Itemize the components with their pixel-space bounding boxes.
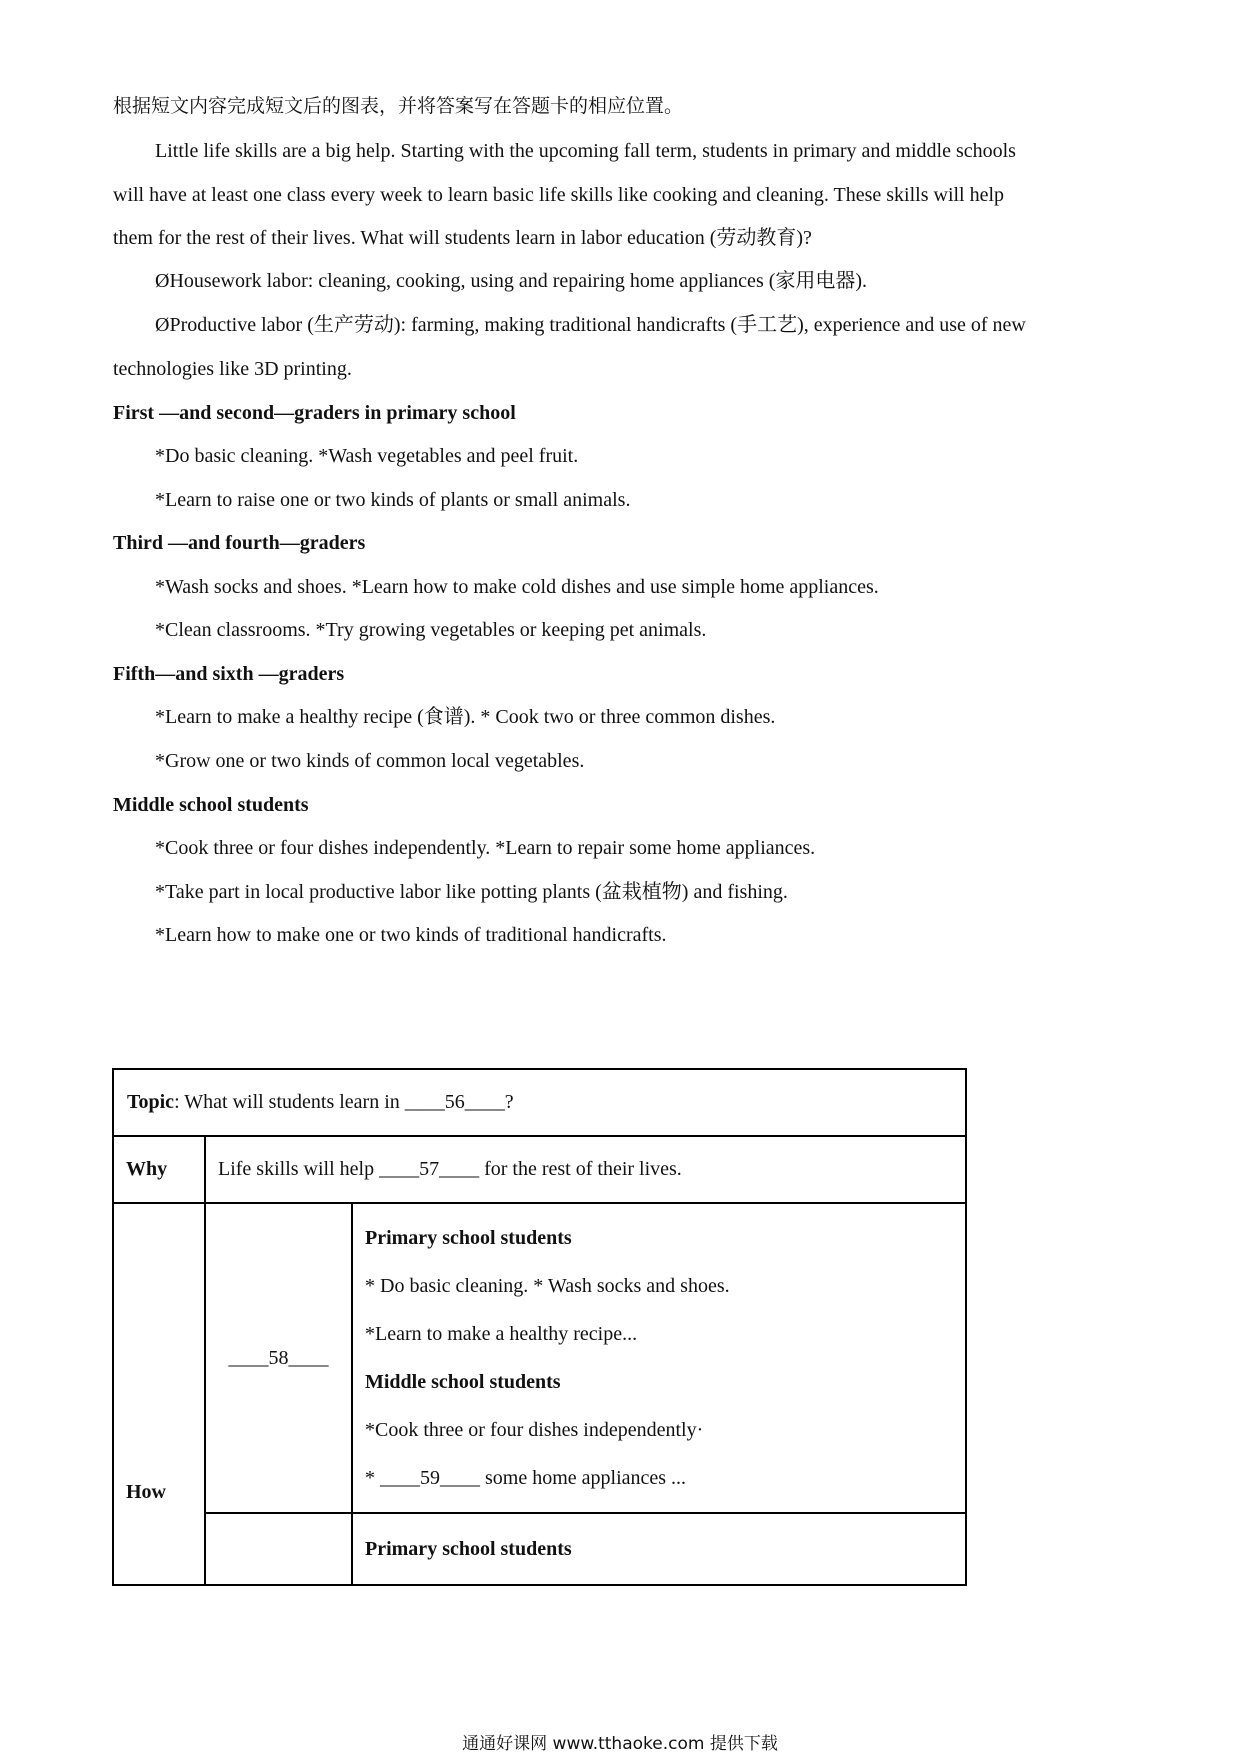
section-heading: Third —and fourth—graders bbox=[113, 532, 366, 554]
topic-label: Topic bbox=[127, 1091, 175, 1113]
section-item: *Learn to raise one or two kinds of plants or small animals. bbox=[155, 489, 631, 511]
section-item: *Do basic cleaning. *Wash vegetables and peel fruit. bbox=[155, 445, 579, 467]
section-item: *Grow one or two kinds of common local vegetables. bbox=[155, 750, 585, 772]
answer-chart bbox=[112, 1068, 967, 1586]
blank-56: ____56____ bbox=[404, 1091, 505, 1113]
primary-line: * Do basic cleaning. * Wash socks and shoes. bbox=[365, 1275, 730, 1297]
bullet-star: * bbox=[365, 1467, 380, 1489]
empty-cell bbox=[205, 1513, 352, 1585]
instruction-text: 根据短文内容完成短文后的图表，并将答案写在答题卡的相应位置。 bbox=[113, 95, 684, 117]
section-item: *Learn to make a healthy recipe (食谱). * Cook two or three common dishes. bbox=[155, 706, 776, 728]
section-item: *Cook three or four dishes independently. *Learn to repair some home appliances. bbox=[155, 837, 816, 859]
how-label: How bbox=[113, 1203, 205, 1585]
blank-58-cell bbox=[205, 1203, 352, 1513]
why-text: Life skills will help bbox=[218, 1158, 380, 1180]
blank-59: ____59____ bbox=[380, 1467, 480, 1489]
middle-line: *Cook three or four dishes independently· bbox=[365, 1419, 704, 1441]
section-item: *Clean classrooms. *Try growing vegetables or keeping pet animals. bbox=[155, 619, 707, 641]
passage-line: Little life skills are a big help. Starting with the upcoming fall term, students in primary and middle schools bbox=[155, 140, 1016, 162]
why-label: Why bbox=[113, 1136, 205, 1203]
section-item: *Learn how to make one or two kinds of traditional handicrafts. bbox=[155, 924, 667, 946]
blank-58: ____58____ bbox=[228, 1346, 329, 1369]
middle-line-59 bbox=[365, 1454, 965, 1502]
why-text-end: for the rest of their lives. bbox=[479, 1158, 682, 1180]
middle-heading: Middle school students bbox=[365, 1371, 561, 1393]
topic-end: ? bbox=[504, 1091, 514, 1113]
section-item: *Take part in local productive labor like potting plants (盆栽植物) and fishing. bbox=[155, 881, 788, 903]
bullet-productive-cont: technologies like 3D printing. bbox=[113, 358, 352, 380]
section-heading: Fifth—and sixth —graders bbox=[113, 663, 345, 685]
topic-text: : What will students learn in bbox=[174, 1091, 405, 1113]
section-heading: Middle school students bbox=[113, 794, 309, 816]
bullet-productive: ØProductive labor (生产劳动): farming, making traditional handicrafts (手工艺), experience and use of new bbox=[155, 314, 1026, 336]
bullet-housework: ØHousework labor: cleaning, cooking, using and repairing home appliances (家用电器). bbox=[155, 270, 868, 292]
footer-text: 通通好课网 www.tthaoke.com 提供下载 bbox=[462, 1734, 778, 1754]
how-detail-cell bbox=[352, 1203, 966, 1513]
why-cell bbox=[205, 1136, 966, 1203]
section-heading: First —and second—graders in primary school bbox=[113, 402, 516, 424]
passage-line: will have at least one class every week to learn basic life skills like cooking and cleaning. These skills will help bbox=[113, 184, 1005, 206]
topic-cell bbox=[113, 1069, 966, 1136]
primary-heading: Primary school students bbox=[365, 1227, 572, 1249]
blank-57: ____57____ bbox=[379, 1158, 480, 1180]
middle-line-end: some home appliances ... bbox=[480, 1467, 687, 1489]
primary-heading-2: Primary school students bbox=[352, 1513, 966, 1585]
primary-line: *Learn to make a healthy recipe... bbox=[365, 1323, 638, 1345]
passage-line: them for the rest of their lives. What will students learn in labor education (劳动教育)? bbox=[113, 227, 812, 249]
section-item: *Wash socks and shoes. *Learn how to make cold dishes and use simple home appliances. bbox=[155, 576, 879, 598]
